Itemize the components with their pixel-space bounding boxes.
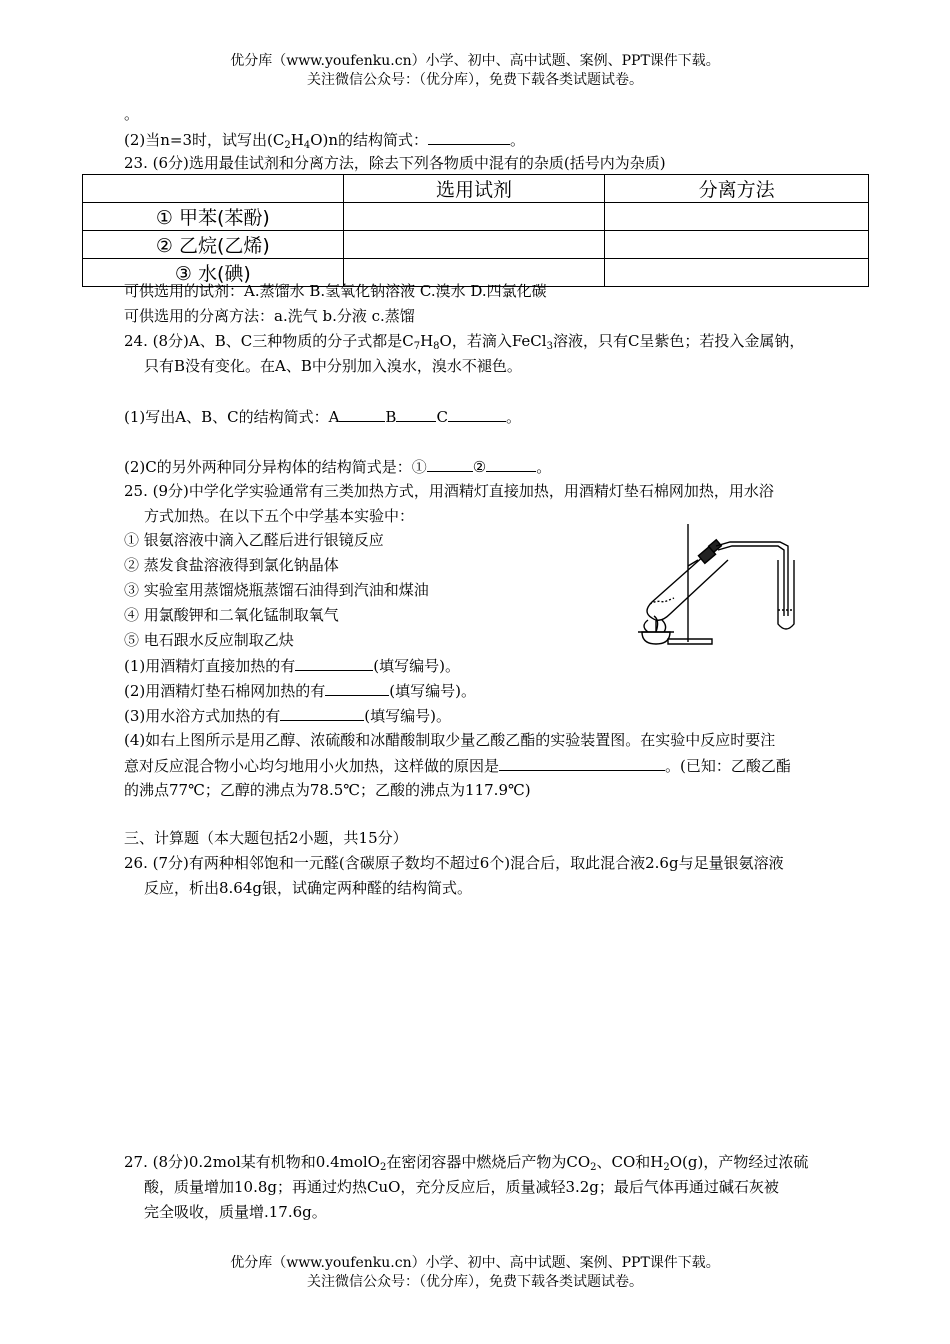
section-3-title: 三、计算题（本大题包括2小题，共15分） <box>124 829 408 847</box>
footer-line-1: 优分库（www.youfenku.cn）小学、初中、高中试题、案例、PPT课件下载。 <box>230 1255 720 1271</box>
q22-part2: (2)当n=3时，试写出$(C_2H_4O)n$的结构简式： 。 <box>124 131 526 151</box>
q25-item: ① 银氨溶液中滴入乙醛后进行银镜反应 <box>124 531 384 549</box>
table-row <box>83 231 869 259</box>
table-header-cell: 分离方法 <box>605 175 869 203</box>
q25-item: ② 蒸发食盐溶液得到氯化钠晶体 <box>124 556 339 574</box>
q22-tail: 。 <box>124 105 140 123</box>
answer-blank[interactable] <box>486 456 536 472</box>
q25-part1: (1)用酒精灯直接加热的有 (填写编号)。 <box>124 657 460 675</box>
q25-item: ⑤ 电石跟水反应制取乙炔 <box>124 631 294 649</box>
answer-blank[interactable] <box>428 129 510 145</box>
table-cell: ① 甲苯(苯酚) <box>83 203 344 231</box>
q27-line-3: 完全吸收，质量增.17.6g。 <box>144 1203 327 1221</box>
distillation-apparatus-icon <box>630 520 810 652</box>
q27-line-1: 27. (8分)0.2mol某有机物和0.4molO$_2$在密闭容器中燃烧后产物为$CO_2$、CO和$H_2O(g)$，产物经过浓硫 <box>124 1153 809 1173</box>
q25-line-1: 25. (9分)中学化学实验通常有三类加热方式，用酒精灯直接加热，用酒精灯垫石棉网加热，用水浴 <box>124 482 774 500</box>
table-header-cell <box>83 175 344 203</box>
q23-methods: 可供选用的分离方法：a.洗气 b.分液 c.蒸馏 <box>124 307 415 325</box>
table-header-cell: 选用试剂 <box>343 175 605 203</box>
q25-item: ③ 实验室用蒸馏烧瓶蒸馏石油得到汽油和煤油 <box>124 581 429 599</box>
q24-line-2: 只有B没有变化。在A、B中分别加入溴水，溴水不褪色。 <box>144 357 522 375</box>
q24-part2: (2)C的另外两种同分异构体的结构简式是：① ② 。 <box>124 458 552 476</box>
table-cell: ③ 水(碘) <box>83 259 344 287</box>
q25-part2: (2)用酒精灯垫石棉网加热的有 (填写编号)。 <box>124 682 476 700</box>
answer-blank[interactable] <box>339 406 385 422</box>
q25-item: ④ 用氯酸钾和二氧化锰制取氧气 <box>124 606 339 624</box>
answer-blank[interactable] <box>295 655 373 671</box>
answer-blank[interactable] <box>448 406 506 422</box>
q24-line-1: 24. (8分)A、B、C三种物质的分子式都是$C_7H_8O$，若滴入FeCl$_3$溶液，只有C呈紫色；若投入金属钠， <box>124 332 805 352</box>
table-cell[interactable] <box>605 203 869 231</box>
q23-table <box>82 174 869 287</box>
q26-line-1: 26. (7分)有两种相邻饱和一元醛(含碳原子数均不超过6个)混合后，取此混合液2.6g与足量银氨溶液 <box>124 854 784 872</box>
header-line-2: 关注微信公众号：（优分库），免费下载各类试题试卷。 <box>307 72 643 88</box>
q27-line-2: 酸，质量增加10.8g；再通过灼热CuO，充分反应后，质量减轻3.2g；最后气体再通过碱石灰被 <box>144 1178 779 1196</box>
table-cell: ② 乙烷(乙烯) <box>83 231 344 259</box>
header-line-1: 优分库（www.youfenku.cn）小学、初中、高中试题、案例、PPT课件下载。 <box>230 53 720 69</box>
answer-blank[interactable] <box>396 406 436 422</box>
q23-title: 23. (6分)选用最佳试剂和分离方法，除去下列各物质中混有的杂质(括号内为杂质) <box>124 154 666 172</box>
table-cell[interactable] <box>343 203 605 231</box>
table-cell[interactable] <box>605 231 869 259</box>
table-cell[interactable] <box>605 259 869 287</box>
answer-blank[interactable] <box>427 456 473 472</box>
answer-blank[interactable] <box>325 680 389 696</box>
q25-part4-line-1: (4)如右上图所示是用乙醇、浓硫酸和冰醋酸制取少量乙酸乙酯的实验装置图。在实验中反应时要注 <box>124 731 776 749</box>
table-cell[interactable] <box>343 231 605 259</box>
q25-part4-line-2: 意对反应混合物小心均匀地用小火加热，这样做的原因是 。(已知：乙酸乙酯 <box>124 757 791 775</box>
q24-part1: (1)写出A、B、C的结构简式：A B C 。 <box>124 408 521 426</box>
footer-line-2: 关注微信公众号：（优分库），免费下载各类试题试卷。 <box>307 1274 643 1290</box>
q25-part4-line-3: 的沸点77℃；乙醇的沸点为78.5℃；乙酸的沸点为117.9℃) <box>124 781 531 799</box>
q26-line-2: 反应，析出8.64g银，试确定两种醛的结构简式。 <box>144 879 473 897</box>
table-header-row <box>83 175 869 203</box>
answer-blank[interactable] <box>280 705 364 721</box>
q25-part3: (3)用水浴方式加热的有 (填写编号)。 <box>124 707 451 725</box>
table-row <box>83 203 869 231</box>
answer-blank[interactable] <box>499 755 665 771</box>
q25-line-2: 方式加热。在以下五个中学基本实验中： <box>144 507 415 525</box>
q23-reagents: 可供选用的试剂：A.蒸馏水 B.氢氧化钠溶液 C.溴水 D.四氯化碳 <box>124 282 547 300</box>
